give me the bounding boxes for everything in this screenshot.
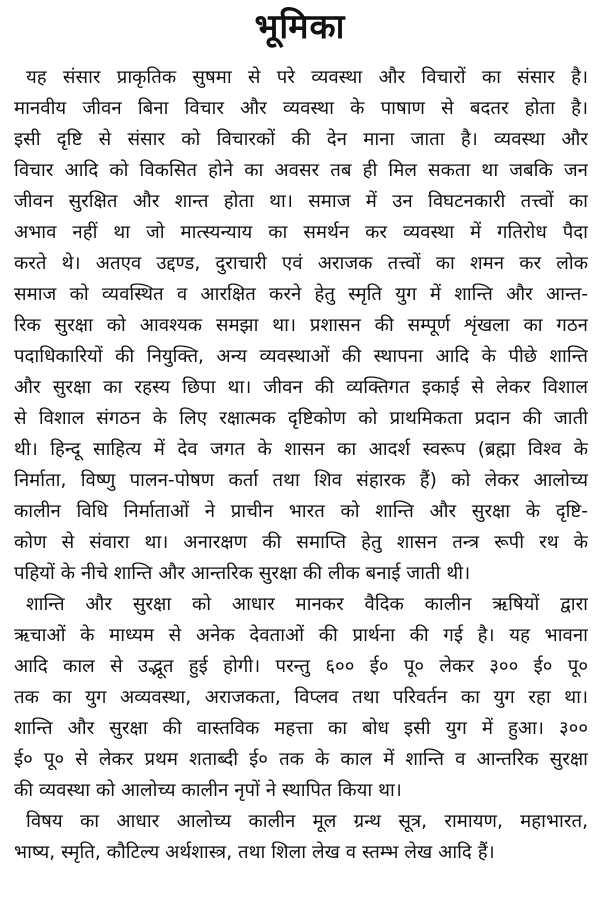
text-line-3: इसी दृष्टि से संसार को विचारकों की देन माना जाता है। व्यवस्था और xyxy=(14,129,588,150)
text-line-2: मानवीय जीवन बिना विचार और व्यवस्था के पाषाण से बदतर होता है। xyxy=(14,98,588,119)
text-line-12: से विशाल संगठन के लिए रक्षात्मक दृष्टिकोण को प्राथमिकता प्रदान की जाती xyxy=(14,408,588,429)
text-line-20: आदि काल से उद्भूत हुई होगी। परन्तु ६०० ई० पू० लेकर ३०० ई० पू० xyxy=(14,656,588,677)
text-line-11: और सुरक्षा का रहस्य छिपा था। जीवन की व्यक्तिगत इकाई से लेकर विशाल xyxy=(14,377,588,398)
text-line-5: जीवन सुरक्षित और शान्त होता था। समाज में उन विघटनकारी तत्त्वों का xyxy=(14,191,588,212)
text-line-19: ऋचाओं के माध्यम से अनेक देवताओं की प्रार्थना की गई है। यह भावना xyxy=(14,625,588,646)
text-line-24: की व्यवस्था को आलोच्य कालीन नृपों ने स्थापित किया था। xyxy=(14,780,402,801)
text-line-6: अभाव नहीं था जो मात्स्यन्याय का समर्थन कर व्यवस्था में गतिरोध पैदा xyxy=(14,222,588,243)
text-line-9: रिक सुरक्षा को आवश्यक समझा था। प्रशासन की सम्पूर्ण शृंखला का गठन xyxy=(14,315,588,336)
text-line-1: यह संसार प्राकृतिक सुषमा से परे व्यवस्था और विचारों का संसार है। xyxy=(26,67,588,88)
text-line-15: कालीन विधि निर्माताओं ने प्राचीन भारत को शान्ति और सुरक्षा के दृष्टि- xyxy=(14,501,588,522)
text-line-7: करते थे। अतएव उद्दण्ड, दुराचारी एवं अराजक तत्त्वों का शमन कर लोक xyxy=(14,253,588,274)
body-text xyxy=(14,62,588,868)
text-line-14: निर्माता, विष्णु पालन-पोषण कर्ता तथा शिव संहारक हैं) को लेकर आलोच्य xyxy=(14,470,588,491)
text-line-13: थी। हिन्दू साहित्य में देव जगत के शासन का आदर्श स्वरूप (ब्रह्मा विश्व के xyxy=(14,439,588,460)
text-line-16: कोण से संवारा था। अनारक्षण की समाप्ति हेतु शासन तन्त्र रूपी रथ के xyxy=(14,532,588,553)
text-line-23: ई० पू० से लेकर प्रथम शताब्दी ई० तक के काल में शान्ति व आन्तरिक सुरक्षा xyxy=(14,749,588,770)
text-line-22: शान्ति और सुरक्षा की वास्तविक महत्ता का बोध इसी युग में हुआ। ३०० xyxy=(14,718,588,739)
page-title: भूमिका xyxy=(254,7,346,47)
text-line-26: भाष्य, स्मृति, कौटिल्य अर्थशास्त्र, तथा शिला लेख व स्तम्भ लेख आदि हैं। xyxy=(14,842,495,863)
text-line-17: पहियों के नीचे शान्ति और आन्तरिक सुरक्षा की लीक बनाई जाती थी। xyxy=(14,563,471,584)
text-line-18: शान्ति और सुरक्षा को आधार मानकर वैदिक कालीन ऋषियों द्वारा xyxy=(26,594,588,615)
text-line-25: विषय का आधार आलोच्य कालीन मूल ग्रन्थ सूत्र, रामायण, महाभारत, xyxy=(26,811,588,832)
text-line-8: समाज को व्यवस्थित व आरक्षित करने हेतु स्मृति युग में शान्ति और आन्त- xyxy=(14,284,588,305)
text-line-21: तक का युग अव्यवस्था, अराजकता, विप्लव तथा परिवर्तन का युग रहा था। xyxy=(14,687,588,708)
text-line-10: पदाधिकारियों की नियुक्ति, अन्य व्यवस्थाओं की स्थापना आदि के पीछे शान्ति xyxy=(14,346,588,367)
text-line-4: विचार आदि को विकसित होने का अवसर तब ही मिल सकता था जबकि जन xyxy=(14,160,588,181)
